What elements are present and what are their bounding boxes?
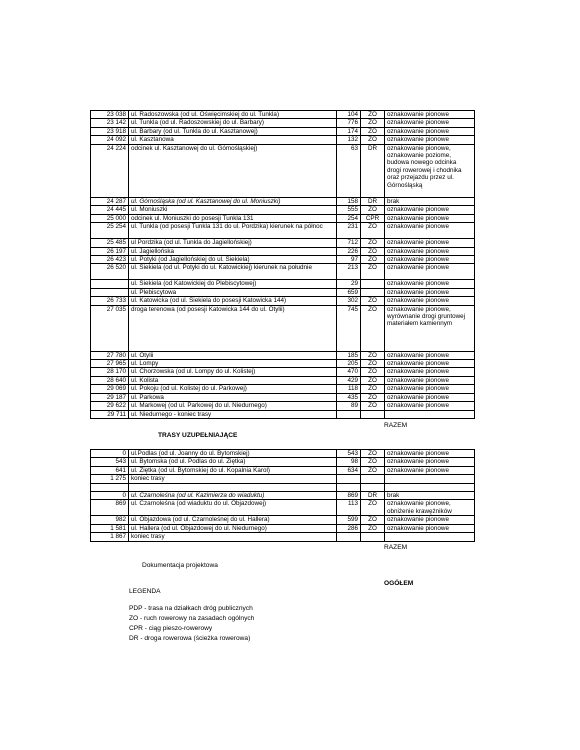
- cell-type: ZO: [361, 111, 385, 119]
- cell-km: 26 423: [91, 256, 129, 264]
- cell-length: 470: [337, 368, 361, 376]
- table-row: [91, 393, 475, 401]
- cell-length: 158: [337, 198, 361, 206]
- cell-marking: oznakowanie pionowe: [385, 524, 475, 532]
- cell-description: ul. Kolista: [129, 376, 337, 384]
- cell-type: ZO: [361, 385, 385, 393]
- table-row: [91, 239, 475, 247]
- cell-description: ul. Górnośląska (od ul. Kasztanowej do ul. Moniuszki): [129, 198, 337, 206]
- cell-description: ul. Markowej (od ul. Parkowej do ul. Niedurnego): [129, 402, 337, 410]
- cell-description: ul. Potyki (od Jagiellońskiej do ul. Siekiela): [129, 256, 337, 264]
- cell-marking: oznakowanie pionowe, obniżenie krawężników: [385, 500, 475, 516]
- cell-length: 113: [337, 500, 361, 516]
- cell-description: droga terenowa (od posesji Katowicka 144 do ul. Otylii): [129, 305, 337, 351]
- table-row: [91, 144, 475, 197]
- cell-marking: oznakowanie pionowe: [385, 376, 475, 384]
- cell-description: ul. Barbary (od ul. Tunkla do ul. Kasztanowej): [129, 127, 337, 135]
- table-row: [91, 247, 475, 255]
- cell-description: ul. Niedurnego - koniec trasy: [129, 410, 337, 418]
- cell-km: 29 622: [91, 402, 129, 410]
- cell-marking: oznakowanie pionowe: [385, 280, 475, 288]
- cell-description: ul. Hallera (od ul. Objazdowej do ul. Niedurnego): [129, 524, 337, 532]
- legend-item: DR - droga rowerowa (ścieżka rowerowa): [129, 635, 251, 642]
- cell-marking: oznakowanie pionowe, oznakowanie poziome, budowa nowego odcinka drogi rowerowej i chodnika oraz przejazdu przez ul. Górnośląską: [385, 144, 475, 197]
- cell-marking: oznakowanie pionowe: [385, 264, 475, 280]
- cell-description: ul. Lompy: [129, 360, 337, 368]
- cell-marking: [385, 410, 475, 418]
- table-row: [91, 223, 475, 239]
- cell-type: ZO: [361, 458, 385, 466]
- cell-type: DR: [361, 144, 385, 197]
- cell-marking: oznakowanie pionowe: [385, 206, 475, 214]
- cell-length: 712: [337, 239, 361, 247]
- cell-length: 97: [337, 256, 361, 264]
- cell-marking: oznakowanie pionowe: [385, 136, 475, 144]
- table-row: [91, 297, 475, 305]
- cell-km: 26 197: [91, 247, 129, 255]
- cell-type: ZO: [361, 393, 385, 401]
- cell-km: 29 187: [91, 393, 129, 401]
- table-row: [91, 524, 475, 532]
- cell-type: ZO: [361, 127, 385, 135]
- table-row: [91, 376, 475, 384]
- cell-description: ul. Bytomska (od ul. Podlas do ul. Ziętka): [129, 458, 337, 466]
- table-row: [91, 368, 475, 376]
- cell-type: ZO: [361, 368, 385, 376]
- cell-marking: oznakowanie pionowe: [385, 368, 475, 376]
- cell-marking: oznakowanie pionowe: [385, 458, 475, 466]
- cell-description: ul. Kasztanowa: [129, 136, 337, 144]
- cell-description: ul. Jagiellońska: [129, 247, 337, 255]
- cell-marking: oznakowanie pionowe: [385, 385, 475, 393]
- cell-marking: oznakowanie pionowe: [385, 127, 475, 135]
- cell-length: 89: [337, 402, 361, 410]
- cell-type: CPR: [361, 214, 385, 222]
- cell-km: [91, 280, 129, 288]
- cell-description: odcinek ul. Moniuszki do posesji Tunkla 131: [129, 214, 337, 222]
- cell-length: 104: [337, 111, 361, 119]
- table-row: [91, 256, 475, 264]
- cell-type: ZO: [361, 264, 385, 280]
- table-row: [91, 214, 475, 222]
- cell-type: ZO: [361, 351, 385, 359]
- cell-marking: oznakowanie pionowe: [385, 516, 475, 524]
- cell-marking: oznakowanie pionowe, wyrównanie drogi gruntowej materiałem kamiennym: [385, 305, 475, 351]
- cell-km: 29 711: [91, 410, 129, 418]
- cell-km: 24 287: [91, 198, 129, 206]
- cell-km: 27 965: [91, 360, 129, 368]
- cell-length: 435: [337, 393, 361, 401]
- cell-length: 869: [337, 492, 361, 500]
- cell-type: [361, 410, 385, 418]
- cell-length: 599: [337, 516, 361, 524]
- cell-km: 543: [91, 458, 129, 466]
- cell-type: ZO: [361, 247, 385, 255]
- cell-description: ul. Plebiscytowa: [129, 288, 337, 296]
- cell-km: 982: [91, 516, 129, 524]
- table-row: [91, 288, 475, 296]
- cell-marking: oznakowanie pionowe: [385, 297, 475, 305]
- table-row: [91, 516, 475, 524]
- cell-length: 254: [337, 214, 361, 222]
- cell-type: ZO: [361, 206, 385, 214]
- cell-marking: [385, 483, 475, 491]
- table-row: [91, 360, 475, 368]
- table-row: [91, 483, 475, 491]
- cell-length: [337, 533, 361, 541]
- cell-description: odcinek ul. Kasztanowej do ul. Gómośląskiej): [129, 144, 337, 197]
- cell-km: 27 780: [91, 351, 129, 359]
- cell-length: 205: [337, 360, 361, 368]
- cell-type: ZO: [361, 119, 385, 127]
- cell-km: 0: [91, 450, 129, 458]
- cell-marking: oznakowanie pionowe: [385, 450, 475, 458]
- cell-km: [91, 288, 129, 296]
- legend-title: LEGENDA: [129, 588, 161, 595]
- cell-km: 23 142: [91, 119, 129, 127]
- cell-type: ZO: [361, 376, 385, 384]
- cell-length: 226: [337, 247, 361, 255]
- cell-type: ZO: [361, 360, 385, 368]
- cell-length: 286: [337, 524, 361, 532]
- cell-length: 745: [337, 305, 361, 351]
- main-route-total-label: RAZEM: [384, 422, 408, 429]
- cell-length: [337, 475, 361, 483]
- cell-marking: oznakowanie pionowe: [385, 119, 475, 127]
- cell-length: 174: [337, 127, 361, 135]
- cell-type: DR: [361, 492, 385, 500]
- cell-length: 231: [337, 223, 361, 239]
- table-row: [91, 264, 475, 280]
- table-row: [91, 280, 475, 288]
- table-row: [91, 475, 475, 483]
- cell-type: ZO: [361, 305, 385, 351]
- legend-item: PDP - trasa na działkach dróg publicznych: [129, 605, 253, 612]
- table-row: [91, 305, 475, 351]
- cell-description: [129, 483, 337, 491]
- cell-length: 555: [337, 206, 361, 214]
- cell-km: 26 733: [91, 297, 129, 305]
- table-row: [91, 385, 475, 393]
- cell-type: ZO: [361, 239, 385, 247]
- cell-description: ul. Pokoju (od ul. Kolistej do ul. Parkowej): [129, 385, 337, 393]
- cell-marking: [385, 533, 475, 541]
- table-row: [91, 351, 475, 359]
- cell-marking: oznakowanie pionowe: [385, 111, 475, 119]
- cell-type: ZO: [361, 136, 385, 144]
- table-row: [91, 492, 475, 500]
- cell-description: ul.Podlas (od ul. Joanny do ul. Bytomskiej): [129, 450, 337, 458]
- cell-type: ZO: [361, 297, 385, 305]
- cell-marking: oznakowanie pionowe: [385, 393, 475, 401]
- table-row: [91, 119, 475, 127]
- cell-description: ul. Tunkla (od ul. Radoszowskiej do ul. Barbary): [129, 119, 337, 127]
- cell-km: 641: [91, 466, 129, 474]
- cell-km: 24 445: [91, 206, 129, 214]
- cell-length: 118: [337, 385, 361, 393]
- cell-description: koniec trasy: [129, 475, 337, 483]
- table-row: [91, 402, 475, 410]
- table-row: [91, 198, 475, 206]
- cell-length: 63: [337, 144, 361, 197]
- table-row: [91, 410, 475, 418]
- cell-length: 543: [337, 450, 361, 458]
- cell-description: ul. Katowicka (od ul. Siekiela do posesji Katowicka 144): [129, 297, 337, 305]
- cell-marking: brak: [385, 492, 475, 500]
- cell-description: ul Pordzika (od ul. Tunkla do Jagiellońskiej): [129, 239, 337, 247]
- cell-description: ul. Chorzowska (od ul. Lompy do ul. Kolistej): [129, 368, 337, 376]
- project-documentation-label: Dokumentacja projektowa: [142, 562, 218, 569]
- cell-marking: oznakowanie pionowe: [385, 214, 475, 222]
- cell-type: ZO: [361, 450, 385, 458]
- cell-km: 23 918: [91, 127, 129, 135]
- section-title-supplementary: TRASY UZUPEŁNIAJĄCE: [158, 432, 238, 439]
- cell-description: ul. Ziętka (od ul. Bytomskiej do ul. Kopalnia Karol): [129, 466, 337, 474]
- cell-type: ZO: [361, 524, 385, 532]
- main-route-table: [90, 110, 475, 419]
- cell-description: ul. Otylii: [129, 351, 337, 359]
- cell-marking: oznakowanie pionowe: [385, 223, 475, 239]
- cell-length: 29: [337, 280, 361, 288]
- table-row: [91, 136, 475, 144]
- cell-type: ZO: [361, 402, 385, 410]
- grand-total-label: OGÓŁEM: [384, 580, 414, 587]
- cell-description: ul. Objazdowa (od ul. Czarnoleśnej do ul. Hallera): [129, 516, 337, 524]
- cell-length: 659: [337, 288, 361, 296]
- cell-description: koniec trasy: [129, 533, 337, 541]
- cell-type: [361, 533, 385, 541]
- cell-type: ZO: [361, 516, 385, 524]
- cell-marking: oznakowanie pionowe: [385, 239, 475, 247]
- cell-length: 776: [337, 119, 361, 127]
- cell-km: 24 092: [91, 136, 129, 144]
- cell-description: ul. Moniuszki: [129, 206, 337, 214]
- cell-description: ul. Radoszowska (od ul. Oświęcimskiej do ul. Tunkla): [129, 111, 337, 119]
- cell-km: 25 254: [91, 223, 129, 239]
- cell-length: [337, 410, 361, 418]
- cell-length: 429: [337, 376, 361, 384]
- cell-length: 634: [337, 466, 361, 474]
- cell-length: 213: [337, 264, 361, 280]
- cell-marking: [385, 475, 475, 483]
- cell-description: ul. Czarnoleśna (od ul. Kazimierza do wiaduktu): [129, 492, 337, 500]
- cell-km: 23 038: [91, 111, 129, 119]
- cell-length: 302: [337, 297, 361, 305]
- cell-km: 869: [91, 500, 129, 516]
- cell-km: 1 867: [91, 533, 129, 541]
- cell-length: [337, 483, 361, 491]
- cell-length: 98: [337, 458, 361, 466]
- cell-km: 26 520: [91, 264, 129, 280]
- cell-km: 28 640: [91, 376, 129, 384]
- table-row: [91, 466, 475, 474]
- table-row: [91, 533, 475, 541]
- cell-km: 29 069: [91, 385, 129, 393]
- cell-type: DR: [361, 198, 385, 206]
- cell-marking: oznakowanie pionowe: [385, 288, 475, 296]
- table-row: [91, 500, 475, 516]
- table-row: [91, 458, 475, 466]
- cell-description: ul. Siekiela (od Katowickiej do Plebiscytowej): [129, 280, 337, 288]
- supplementary-total-label: RAZEM: [384, 544, 408, 551]
- cell-km: 1 581: [91, 524, 129, 532]
- cell-km: 28 170: [91, 368, 129, 376]
- cell-marking: oznakowanie pionowe: [385, 351, 475, 359]
- cell-marking: oznakowanie pionowe: [385, 256, 475, 264]
- cell-marking: oznakowanie pionowe: [385, 360, 475, 368]
- cell-type: ZO: [361, 500, 385, 516]
- cell-description: ul. Parkowa: [129, 393, 337, 401]
- table-row: [91, 206, 475, 214]
- cell-km: 1 275: [91, 475, 129, 483]
- cell-type: ZO: [361, 256, 385, 264]
- supplementary-route-table: [90, 449, 475, 542]
- table-row: [91, 450, 475, 458]
- cell-type: [361, 280, 385, 288]
- cell-marking: oznakowanie pionowe: [385, 402, 475, 410]
- cell-type: ZO: [361, 466, 385, 474]
- legend-item: CPR - ciąg pieszo-rowerowy: [129, 625, 213, 632]
- cell-type: ZO: [361, 223, 385, 239]
- cell-km: 25 485: [91, 239, 129, 247]
- legend-item: ZO - ruch rowerowy na zasadach ogólnych: [129, 615, 255, 622]
- cell-description: ul. Tunkla (od posesji Tunkla 131 do ul. Pordzika) kierunek na północ: [129, 223, 337, 239]
- table-row: [91, 127, 475, 135]
- cell-km: 27 035: [91, 305, 129, 351]
- cell-length: 185: [337, 351, 361, 359]
- cell-marking: brak: [385, 198, 475, 206]
- cell-marking: oznakowanie pionowe: [385, 247, 475, 255]
- cell-km: 25 000: [91, 214, 129, 222]
- cell-type: [361, 475, 385, 483]
- cell-description: ul. Siekiela (od ul. Potyki do ul. Katowickiej) kierunek na południe: [129, 264, 337, 280]
- cell-type: [361, 288, 385, 296]
- cell-km: 0: [91, 492, 129, 500]
- cell-km: 24 224: [91, 144, 129, 197]
- cell-description: ul. Czarnoleśna (od wiaduktu do ul. Objazdowej): [129, 500, 337, 516]
- cell-type: [361, 483, 385, 491]
- cell-marking: oznakowanie pionowe: [385, 466, 475, 474]
- table-row: [91, 111, 475, 119]
- cell-km: [91, 483, 129, 491]
- cell-length: 132: [337, 136, 361, 144]
